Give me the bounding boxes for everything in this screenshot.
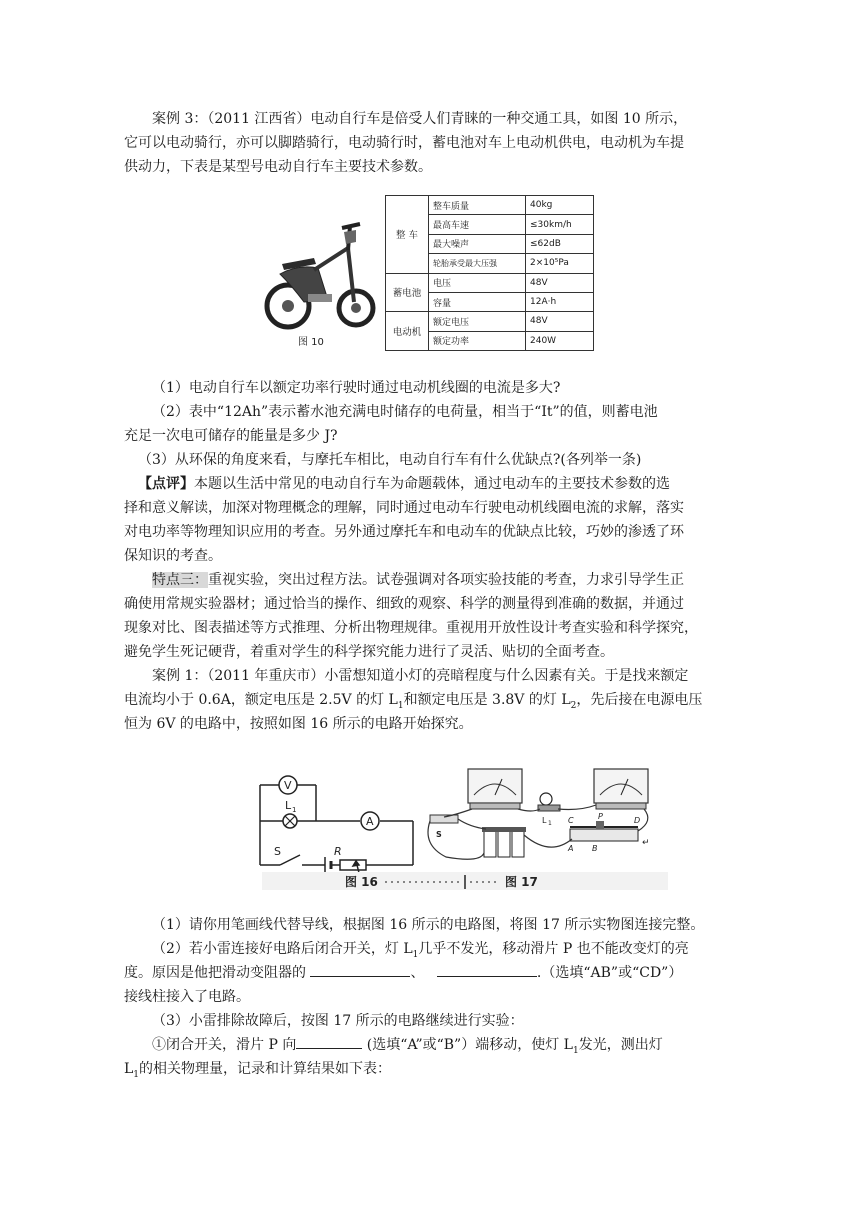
terminal-b-label: B — [592, 844, 598, 853]
comment-text: 本题以生活中常见的电动自行车为命题载体，通过电动车的主要技术参数的选 — [194, 476, 670, 492]
spec-value: ≤62dB — [526, 234, 594, 253]
comment-line-2: 择和意义解读，加深对物理概念的理解，同时通过电动车行驶电动机线圈电流的求解，落实 — [124, 500, 684, 516]
step2-text-b: 几乎不发光，移动滑片 P 也不能改变灯的亮 — [418, 941, 689, 957]
figure10-caption: 图 10 — [298, 337, 324, 348]
lamp17-label-sub: 1 — [548, 820, 552, 827]
table-row — [386, 196, 594, 215]
lamp-label: L — [285, 799, 292, 812]
spec-name: 最高车速 — [429, 215, 526, 234]
case1-text-a: 电流均小于 0.6A，额定电压是 2.5V 的灯 L — [124, 692, 398, 708]
circuit-figures — [250, 765, 670, 895]
ammeter-device — [594, 769, 648, 803]
terminal-a-label: A — [568, 844, 574, 853]
step-1: （1）请你用笔画线代替导线，根据图 16 所示的电路图，将图 17 所示实物图连接完整。 — [152, 917, 705, 933]
subscript: 1 — [133, 1069, 140, 1080]
question-2-line-1: （2）表中“12Ah”表示蓄水池充满电时储存的电荷量，相当于“It”的值，则蓄电池 — [152, 404, 658, 420]
step-3a-line-2 — [124, 1057, 740, 1087]
return-mark: ↵ — [642, 838, 650, 848]
switch17-label: S — [436, 830, 442, 839]
step3a-text-b: (选填“A”或“B”）端移动，使灯 L — [362, 1037, 573, 1053]
spec-name: 整车质量 — [429, 196, 526, 215]
feature3-line-2: 确使用常规实验器材；通过恰当的操作、细致的观察、科学的测量得到准确的数据，并通过 — [124, 596, 684, 612]
spec-value: 40kg — [526, 196, 594, 215]
table-row — [386, 273, 594, 292]
step2-text-e: .（选填“AB”或“CD”） — [536, 965, 683, 981]
step3a-text-c: 发光，测出灯 — [578, 1037, 663, 1053]
spec-value: 12A·h — [526, 292, 594, 311]
ebike-illustration — [258, 210, 382, 350]
comment-line-3: 对电功率等物理知识应用的考查。另外通过摩托车和电动车的优缺点比较，巧妙的渗透了环 — [124, 524, 684, 540]
step3a-text-e: 的相关物理量，记录和计算结果如下表： — [139, 1061, 392, 1077]
spec-value: ≤30km/h — [526, 215, 594, 234]
spec-name: 额定功率 — [429, 331, 526, 350]
figure17-apparatus — [428, 769, 650, 859]
case3-line-1: 案例 3：（2011 江西省）电动自行车是倍受人们青睐的一种交通工具，如图 10 所示， — [152, 111, 688, 127]
case1-line-1: 案例 1：（2011 年重庆市）小雷想知道小灯的亮暗程度与什么因素有关。于是找来额定 — [152, 668, 689, 684]
answer-blank-2[interactable] — [437, 962, 537, 977]
spec-value: 48V — [526, 312, 594, 331]
case1-text-c: ，先后接在电源电压 — [576, 692, 703, 708]
group-cell: 整 车 — [386, 196, 429, 274]
spec-name: 容量 — [429, 292, 526, 311]
switch-label: S — [274, 845, 281, 858]
subscript: 2 — [570, 700, 577, 711]
case1-line-3: 恒为 6V 的电路中，按照如图 16 所示的电路开始探究。 — [124, 716, 473, 732]
step-2-line-3: 接线柱接入了电路。 — [124, 989, 250, 1005]
spec-name: 额定电压 — [429, 312, 526, 331]
subscript: 1 — [397, 700, 404, 711]
slider-p-label: P — [598, 812, 603, 821]
terminal-d-label: D — [634, 816, 641, 825]
spec-table — [385, 195, 594, 351]
spec-name: 电压 — [429, 273, 526, 292]
ammeter-label: A — [366, 815, 374, 828]
switch-device — [430, 815, 458, 823]
rear-hub — [282, 300, 294, 312]
lamp17-label: L — [542, 816, 547, 825]
front-light — [344, 230, 356, 244]
feature3-line-4: 避免学生死记硬背，着重对学生的科学探究能力进行了灵活、贴切的全面考查。 — [124, 644, 614, 660]
question-2-line-2: 充足一次电可储存的能量是多少 J? — [124, 428, 338, 444]
feature3-tag: 特点三： — [152, 572, 208, 588]
step2-text-a: （2）若小雷连接好电路后闭合开关，灯 L — [152, 941, 413, 957]
answer-blank-3[interactable] — [296, 1034, 362, 1049]
spec-value: 48V — [526, 273, 594, 292]
feature3-text: 重视实验，突出过程方法。试卷强调对各项实验技能的考查，力求引导学生正 — [208, 572, 684, 588]
table-row — [386, 312, 594, 331]
step2-text-c: 度。原因是他把滑动变阻器的 — [124, 965, 311, 981]
comment-line-4: 保知识的考查。 — [124, 548, 222, 564]
resistor-label: R — [334, 845, 342, 858]
question-3: （3）从环保的角度来看，与摩托车相比，电动自行车有什么优缺点?(各列举一条) — [138, 452, 642, 468]
battery-pack — [482, 827, 526, 857]
step3a-text-d: L — [124, 1061, 134, 1077]
rheostat — [570, 829, 638, 841]
bulb — [540, 793, 552, 805]
step-2-line-2 — [124, 961, 740, 986]
subscript: 1 — [412, 949, 419, 960]
case3-line-2: 它可以电动骑行，亦可以脚踏骑行，电动骑行时，蓄电池对车上电动机供电，电动机为车提 — [124, 135, 684, 151]
figure17-caption: 图 17 — [505, 875, 538, 889]
figure16-caption: 图 16 — [345, 875, 378, 889]
comment-tag: 【点评】 — [138, 476, 194, 492]
voltmeter-label: V — [284, 779, 292, 792]
answer-blank-1[interactable] — [310, 962, 410, 977]
question-1: （1）电动自行车以额定功率行驶时通过电动机线圈的电流是多大? — [152, 380, 561, 396]
figure16-circuit — [260, 785, 413, 877]
group-cell: 蓄电池 — [386, 273, 429, 312]
lamp-label-sub: 1 — [292, 806, 297, 814]
case1-text-b: 和额定电压是 3.8V 的灯 L — [403, 692, 571, 708]
voltmeter-device — [468, 769, 522, 803]
step2-text-d: 、 — [410, 965, 429, 981]
footrest — [308, 294, 332, 302]
step-3: （3）小雷排除故障后，按图 17 所示的电路继续进行实验： — [152, 1013, 524, 1029]
spec-value: 240W — [526, 331, 594, 350]
group-cell: 电动机 — [386, 312, 429, 351]
step3a-text-a: ①闭合开关，滑片 P 向 — [152, 1037, 297, 1053]
terminal-c-label: C — [568, 816, 574, 825]
spec-value: 2×10⁵Pa — [526, 254, 594, 273]
subscript: 1 — [572, 1045, 579, 1056]
comment-line-1 — [138, 472, 740, 497]
case3-line-3: 供动力，下表是某型号电动自行车主要技术参数。 — [124, 159, 432, 175]
spec-name: 轮胎承受最大压强 — [429, 254, 526, 273]
feature3-line-1 — [124, 568, 740, 593]
spec-name: 最大噪声 — [429, 234, 526, 253]
front-hub — [351, 303, 361, 313]
feature3-line-3: 现象对比、图表描述等方式推理、分析出物理规律。重视用开放性设计考查实验和科学探究， — [124, 620, 698, 636]
